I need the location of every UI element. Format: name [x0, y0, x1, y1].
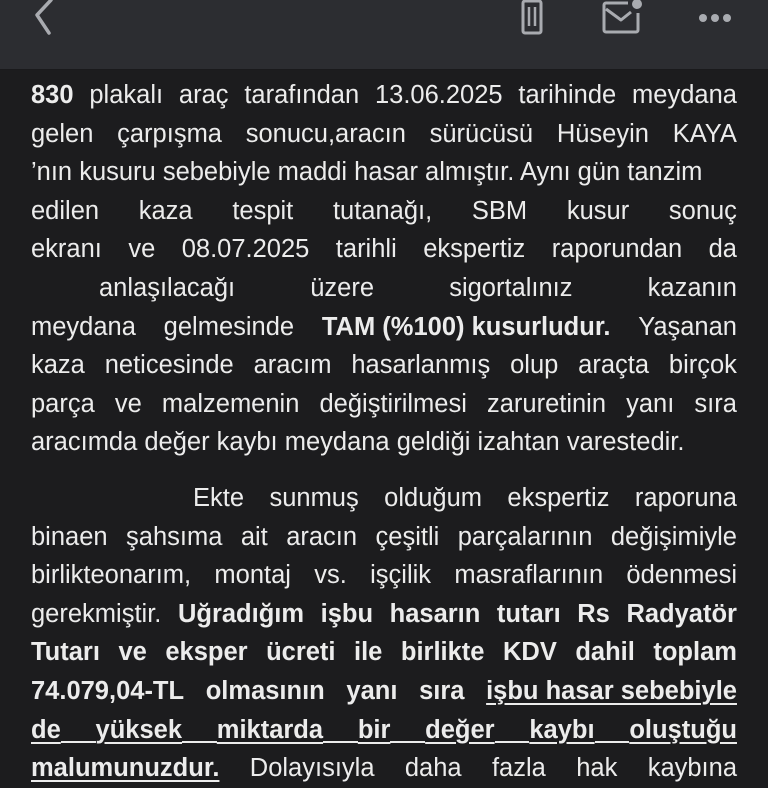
mail-toolbar: [0, 0, 768, 70]
word: Radyatör: [626, 599, 737, 628]
word: sonuç: [668, 196, 737, 225]
word: şahsıma: [126, 522, 223, 551]
word: ile: [354, 638, 383, 667]
word: işbu: [320, 599, 374, 628]
word: sıra: [419, 676, 465, 705]
word: sıra: [694, 389, 737, 418]
word: birçok: [668, 351, 737, 380]
accident-date: 13.06.2025: [374, 81, 503, 109]
word: olup: [510, 351, 559, 380]
word: çarpışma: [117, 119, 222, 148]
word: tutarı: [496, 599, 561, 628]
word: işçilik: [370, 561, 432, 590]
word: yüksek: [95, 715, 183, 744]
word: yanı: [626, 389, 675, 418]
driver-last-name: KAYA: [672, 119, 737, 148]
word: hak: [576, 754, 618, 783]
paragraph-damage-claim: [31, 479, 737, 788]
word: kusur: [566, 196, 630, 225]
text-line: [31, 556, 737, 595]
word: bir: [357, 715, 391, 744]
word: plakalı: [89, 81, 164, 109]
word: Tutarı: [31, 638, 100, 667]
word: aracın: [286, 522, 358, 551]
word: dahil: [575, 638, 635, 667]
report-date: 08.07.2025: [181, 235, 310, 264]
underline-gap: [61, 741, 96, 743]
mail-unread-icon: [601, 1, 645, 35]
word: birlikte: [400, 638, 485, 667]
word: Rs: [577, 599, 610, 628]
paragraph-spacer: [31, 462, 737, 479]
word: gelen: [31, 119, 94, 148]
word: ve: [114, 389, 142, 418]
text-line: [31, 76, 737, 115]
ellipsis-icon: [697, 12, 733, 24]
word: kaybı: [529, 715, 595, 744]
word: malumunuzdur.: [31, 754, 220, 783]
word: kaza: [138, 196, 193, 225]
word: kazanın: [647, 273, 737, 302]
word: ücreti: [266, 638, 336, 667]
line-text: aracımda değer kaybı meydana geldiği izahtan varestedir.: [31, 428, 685, 457]
word: toplam: [653, 638, 737, 667]
text-line: [31, 192, 737, 231]
word: da: [708, 235, 737, 264]
word: meydana: [31, 312, 136, 341]
word: zaruretinin: [486, 389, 607, 418]
word: vs.: [314, 561, 347, 590]
word: ekspertiz: [423, 235, 526, 264]
word: de: [31, 715, 61, 744]
back-button[interactable]: [22, 0, 66, 36]
word: gerekmiştir.: [31, 599, 162, 628]
underline-gap: [323, 741, 358, 743]
word: ekspertiz: [507, 483, 610, 512]
word: malzemenin: [161, 389, 300, 418]
word: tespit: [232, 196, 294, 225]
word: oluştuğu: [629, 715, 737, 744]
word: tutanağı,: [332, 196, 433, 225]
word: SBM: [471, 196, 528, 225]
text-line: [31, 479, 737, 518]
underlined-phrase: işbu hasar sebebiyle: [486, 676, 737, 705]
underline-gap: [495, 741, 530, 743]
word: tarihinde: [518, 81, 617, 109]
text-line: [31, 269, 737, 308]
fault-statement: TAM (%100) kusurludur.: [321, 312, 611, 341]
word: fazla: [491, 754, 546, 783]
paragraph-accident-description: [31, 76, 737, 462]
text-line: [31, 595, 737, 634]
line-text: ’nın kusuru sebebiyle maddi hasar almıştır. Aynı gün tanzim: [31, 158, 703, 187]
more-options-button[interactable]: [690, 0, 740, 36]
word: aracım: [253, 351, 332, 380]
word: Uğradığım: [177, 599, 305, 628]
word: Yaşanan: [638, 312, 737, 341]
word: değiştirilmesi: [319, 389, 467, 418]
word: hasarın: [389, 599, 481, 628]
email-body: [31, 76, 737, 788]
word: gelmesinde: [163, 312, 295, 341]
total-amount: 74.079,04-TL: [31, 676, 185, 705]
delete-button[interactable]: [510, 0, 554, 36]
word: kaza: [31, 351, 85, 380]
word: sonucu,aracın: [245, 119, 406, 148]
word: raporuna: [634, 483, 737, 512]
word: üzere: [310, 273, 375, 302]
word: yanı: [346, 676, 398, 705]
word: tarafından: [244, 81, 360, 109]
word: araçta: [578, 351, 650, 380]
word: anlaşılacağı: [99, 273, 236, 302]
text-line: [31, 385, 737, 424]
word: değer: [425, 715, 495, 744]
word: ve: [128, 235, 156, 264]
text-line: [31, 153, 737, 192]
word: daha: [404, 754, 462, 783]
word: çeşitli: [375, 522, 440, 551]
word: sunmuş: [269, 483, 359, 512]
word: Dolayısıyla: [249, 754, 375, 783]
text-line: [31, 749, 737, 788]
word: binaen: [31, 522, 108, 551]
text-line: [31, 230, 737, 269]
word: ait: [240, 522, 268, 551]
word: eksper: [165, 638, 248, 667]
word: tarihli: [335, 235, 397, 264]
chevron-left-icon: [31, 0, 57, 36]
word: montaj: [214, 561, 291, 590]
text-line: [31, 423, 737, 462]
word: KDV: [503, 638, 557, 667]
text-line: [31, 711, 737, 750]
underline-gap: [595, 741, 630, 743]
word: değişimiyle: [610, 522, 737, 551]
trash-icon: [517, 1, 547, 35]
word: ekranı: [31, 235, 102, 264]
word: Ekte: [193, 483, 245, 512]
underline-gap: [182, 741, 217, 743]
word: olmasının: [205, 676, 325, 705]
word: edilen: [31, 196, 100, 225]
plate-number: 830: [31, 81, 74, 109]
word: parçalarının: [457, 522, 593, 551]
word: miktarda: [216, 715, 324, 744]
word: araç: [178, 81, 229, 109]
word: ve: [118, 638, 147, 667]
word: parça: [31, 389, 95, 418]
text-line: [31, 115, 737, 154]
word: kaybına: [647, 754, 737, 783]
word: birlikteonarım,: [31, 561, 192, 590]
word: olduğum: [384, 483, 482, 512]
driver-first-name: Hüseyin: [556, 119, 649, 148]
mark-unread-button[interactable]: [598, 0, 648, 36]
underline-gap: [390, 741, 425, 743]
text-line: [31, 633, 737, 672]
word: meydana: [632, 81, 737, 109]
word: masraflarının: [454, 561, 604, 590]
word: ödenmesi: [626, 561, 737, 590]
word: sigortalınız: [449, 273, 573, 302]
word: neticesinde: [104, 351, 234, 380]
text-line: [31, 518, 737, 557]
text-line: [31, 672, 737, 711]
word: hasarlanmış: [351, 351, 491, 380]
text-line: [31, 308, 737, 347]
word: sürücüsü: [429, 119, 534, 148]
word: raporundan: [551, 235, 683, 264]
text-line: [31, 346, 737, 385]
